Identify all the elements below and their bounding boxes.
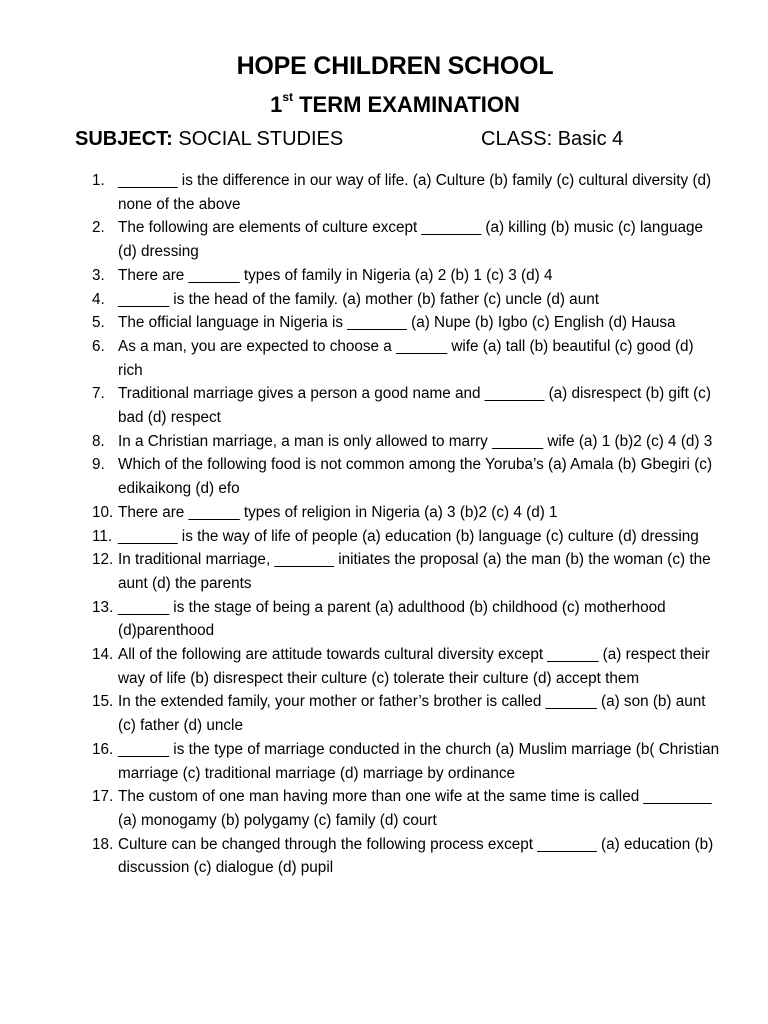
question-item — [92, 169, 720, 216]
question-number: 7. — [92, 385, 105, 403]
question-number: 18. — [92, 835, 114, 853]
question-item — [92, 216, 720, 263]
question-item — [92, 430, 720, 454]
question-text: Culture can be changed through the following process except _______ (a) education (b) discussion (c) dialogue (d) pupil — [118, 835, 714, 877]
question-text: _______ is the difference in our way of life. (a) Culture (b) family (c) cultural diversity (d) none of the above — [118, 172, 712, 213]
question-item — [92, 311, 720, 335]
question-item — [92, 785, 720, 832]
subject-line — [75, 128, 343, 151]
question-item — [92, 690, 720, 737]
question-item — [92, 738, 720, 785]
question-text: There are ______ types of religion in Nigeria (a) 3 (b)2 (c) 4 (d) 1 — [118, 503, 558, 521]
term-text: TERM EXAMINATION — [293, 92, 520, 117]
question-text: ______ is the head of the family. (a) mother (b) father (c) uncle (d) aunt — [118, 290, 599, 308]
question-item — [92, 833, 720, 880]
question-number: 14. — [92, 646, 114, 664]
question-text: All of the following are attitude towards cultural diversity except ______ (a) respect their way of life (b) disrespect their culture (c) tolerate their culture (d) accept them — [118, 646, 710, 687]
question-number: 10. — [92, 503, 114, 521]
question-list — [92, 169, 720, 880]
question-item — [92, 264, 720, 288]
question-number: 4. — [92, 290, 105, 308]
question-number: 6. — [92, 337, 105, 355]
question-number: 12. — [92, 551, 114, 569]
question-text: The custom of one man having more than one wife at the same time is called ________ (a) monogamy (b) polygamy (c) family (d) court — [118, 788, 712, 829]
question-number: 9. — [92, 456, 105, 474]
subject-value: SOCIAL STUDIES — [172, 128, 344, 150]
question-text: The following are elements of culture except _______ (a) killing (b) music (c) language (d) dressing — [118, 219, 703, 261]
school-name: HOPE CHILDREN SCHOOL — [236, 52, 554, 80]
question-number: 8. — [92, 432, 105, 450]
question-item — [92, 335, 720, 382]
term-suffix: st — [282, 90, 293, 104]
question-number: 3. — [92, 266, 105, 284]
question-text: The official language in Nigeria is _______ (a) Nupe (b) Igbo (c) English (d) Hausa — [118, 314, 676, 332]
question-number: 16. — [92, 740, 114, 758]
question-item — [92, 525, 720, 549]
question-text: As a man, you are expected to choose a ______ wife (a) tall (b) beautiful (c) good (d) rich — [118, 337, 694, 379]
question-text: _______ is the way of life of people (a) education (b) language (c) culture (d) dressing — [118, 527, 699, 545]
class-label: CLASS: — [481, 128, 553, 150]
subject-label: SUBJECT: — [75, 128, 173, 150]
question-item — [92, 453, 720, 500]
question-item — [92, 382, 720, 429]
question-text: In a Christian marriage, a man is only allowed to marry ______ wife (a) 1 (b)2 (c) 4 (d) 3 — [118, 432, 713, 450]
class-value: Basic 4 — [552, 128, 624, 150]
question-text: In the extended family, your mother or father’s brother is called ______ (a) son (b) aunt (c) father (d) uncle — [118, 693, 706, 735]
question-text: Which of the following food is not common among the Yoruba’s (a) Amala (b) Gbegiri (c) edikaikong (d) efo — [118, 456, 713, 498]
exam-title — [0, 92, 768, 118]
question-item — [92, 548, 720, 595]
question-text: In traditional marriage, _______ initiates the proposal (a) the man (b) the woman (c) the aunt (d) the parents — [118, 551, 711, 592]
question-number: 13. — [92, 598, 114, 616]
question-number: 15. — [92, 693, 114, 711]
question-text: Traditional marriage gives a person a good name and _______ (a) disrespect (b) gift (c) bad (d) respect — [118, 385, 711, 427]
class-line — [481, 128, 623, 151]
question-number: 1. — [92, 172, 105, 189]
question-item — [92, 643, 720, 690]
question-number: 17. — [92, 788, 114, 806]
question-item — [92, 596, 720, 643]
question-text: ______ is the type of marriage conducted in the church (a) Muslim marriage (b( Christian marriage (c) traditional marriage (d) marriage by ordinance — [118, 740, 720, 782]
question-number: 5. — [92, 314, 105, 332]
question-item — [92, 501, 720, 525]
question-number: 2. — [92, 219, 105, 237]
question-text: There are ______ types of family in Nigeria (a) 2 (b) 1 (c) 3 (d) 4 — [118, 266, 553, 284]
question-item — [92, 288, 720, 312]
term-number: 1 — [270, 92, 283, 117]
question-number: 11. — [92, 527, 113, 545]
question-text: ______ is the stage of being a parent (a) adulthood (b) childhood (c) motherhood (d)parenthood — [118, 598, 666, 640]
